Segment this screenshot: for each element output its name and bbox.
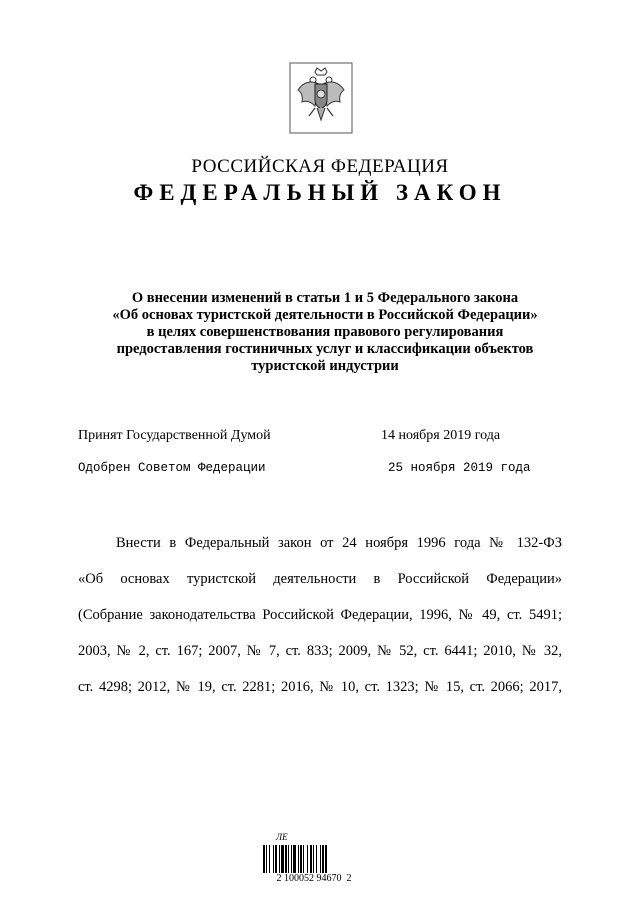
approved-by-council-label: Одобрен Советом Федерации [78,461,266,475]
subject-line: «Об основах туристской деятельности в Российской Федерации» [112,307,538,323]
body-line: Внести в Федеральный закон от 24 ноября 1996 года № 132-ФЗ [116,535,562,551]
barcode-mark: ЛЕ [276,832,288,842]
subject-line: О внесении изменений в статьи 1 и 5 Федерального закона [131,290,519,306]
adopted-by-duma-label: Принят Государственной Думой [78,428,271,443]
subject-line: в целях совершенствования правового регулирования [146,324,504,340]
adopted-date: 14 ноября 2019 года [381,428,501,443]
subject-line: предоставления гостиничных услуг и классификации объектов [116,341,534,357]
law-type-heading: ФЕДЕРАЛЬНЫЙ ЗАКОН [133,180,507,205]
approved-date: 25 ноября 2019 года [388,461,531,475]
barcode-icon [262,845,366,875]
coat-of-arms-icon [289,62,353,134]
body-line: ст. 4298; 2012, № 19, ст. 2281; 2016, № 10, ст. 1323; № 15, ст. 2066; 2017, [78,679,562,695]
body-line: 2003, № 2, ст. 167; 2007, № 7, ст. 833; 2009, № 52, ст. 6441; 2010, № 32, [78,643,562,659]
barcode-number: 2 100052 94670 2 [276,873,352,884]
body-line: (Собрание законодательства Российской Федерации, 1996, № 49, ст. 5491; [78,607,562,623]
federation-heading: РОССИЙСКАЯ ФЕДЕРАЦИЯ [191,156,449,177]
subject-line: туристской индустрии [251,358,399,374]
body-line: «Об основах туристской деятельности в Российской Федерации» [78,571,562,587]
law-subject-title [60,290,590,375]
